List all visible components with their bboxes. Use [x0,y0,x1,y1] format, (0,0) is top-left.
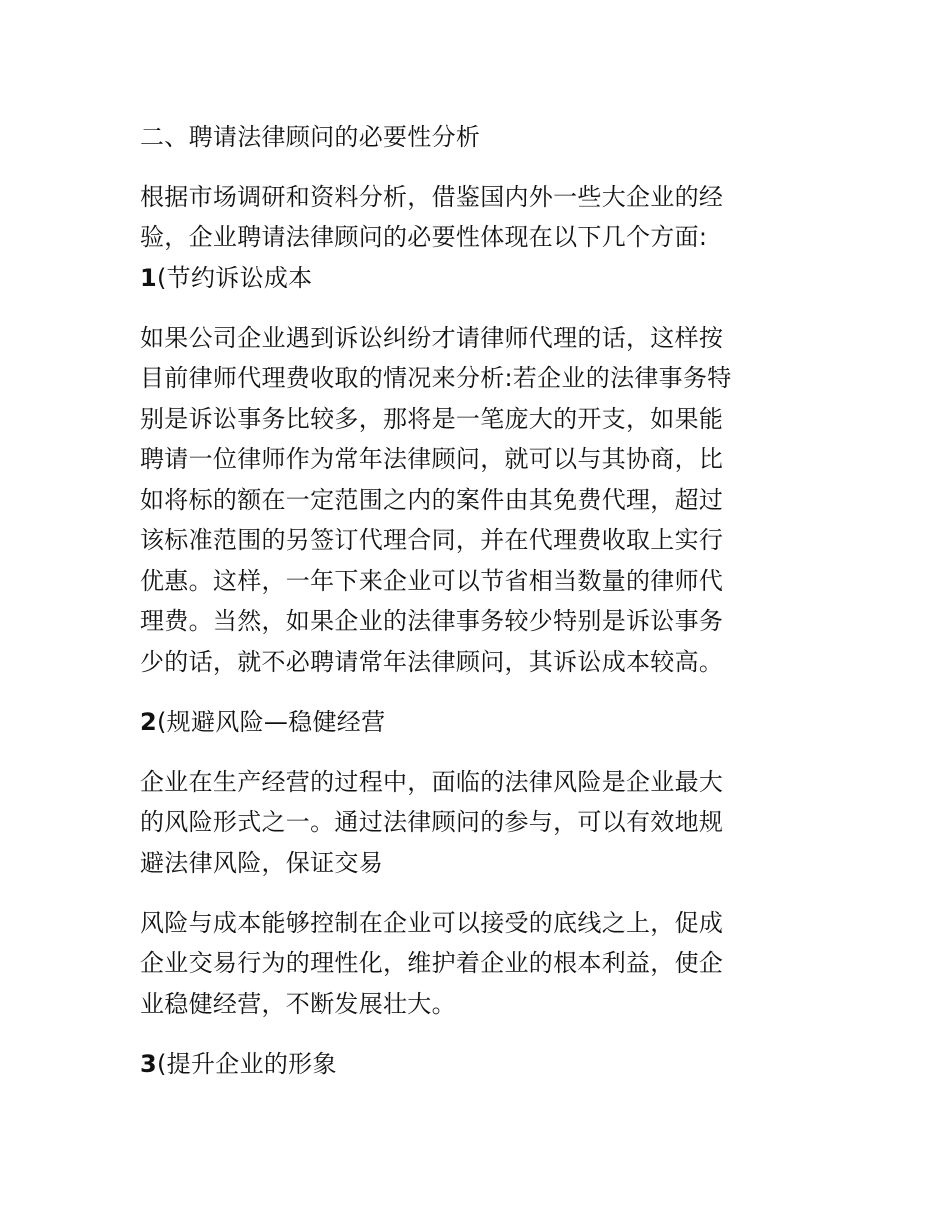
item2-line-1: 企业在生产经营的过程中，面临的法律风险是企业最大 [140,768,724,796]
item1-line-3: 别是诉讼事务比较多，那将是一笔庞大的开支，如果能 [140,405,724,433]
item1-heading [140,258,312,298]
item2-heading [140,702,385,742]
item2-line-2: 的风险形式之一。通过法律顾问的参与，可以有效地规 [140,808,724,836]
item1-heading-text: (节约诉讼成本 [157,264,313,292]
item1-line-2: 目前律师代理费收取的情况来分析:若企业的法律事务特 [140,364,732,392]
item1-line-5: 如将标的额在一定范围之内的案件由其免费代理，超过 [140,486,724,514]
item1-line-6: 该标准范围的另签订代理合同，并在代理费收取上实行 [140,526,724,554]
item1-line-7: 优惠。这样，一年下来企业可以节省相当数量的律师代 [140,567,724,595]
intro-line-2: 验，企业聘请法律顾问的必要性体现在以下几个方面: [140,223,708,251]
item2-heading-text: (规避风险—稳健经营 [157,708,386,736]
item1-line-8: 理费。当然，如果企业的法律事务较少特别是诉讼事务 [140,607,724,635]
intro-line-1: 根据市场调研和资料分析，借鉴国内外一些大企业的经 [140,183,724,211]
item1-line-1: 如果公司企业遇到诉讼纠纷才请律师代理的话，这样按 [140,324,724,352]
item1-line-4: 聘请一位律师作为常年法律顾问，就可以与其协商，比 [140,445,724,473]
item3-heading-text: (提升企业的形象 [157,1050,337,1078]
item3-number: 3 [140,1050,157,1078]
item2-para2-line-1: 风险与成本能够控制在企业可以接受的底线之上，促成 [140,909,724,937]
item1-line-9: 少的话，就不必聘请常年法律顾问，其诉讼成本较高。 [140,648,724,676]
item1-number: 1 [140,264,157,292]
item3-heading [140,1044,337,1084]
item2-line-3: 避法律风险，保证交易 [140,849,383,877]
item2-para2-line-3: 业稳健经营，不断发展壮大。 [140,990,456,1018]
item2-para2-line-2: 企业交易行为的理性化，维护着企业的根本利益，使企 [140,949,724,977]
section-title: 二、聘请法律顾问的必要性分析 [140,123,481,151]
item2-number: 2 [140,708,157,736]
